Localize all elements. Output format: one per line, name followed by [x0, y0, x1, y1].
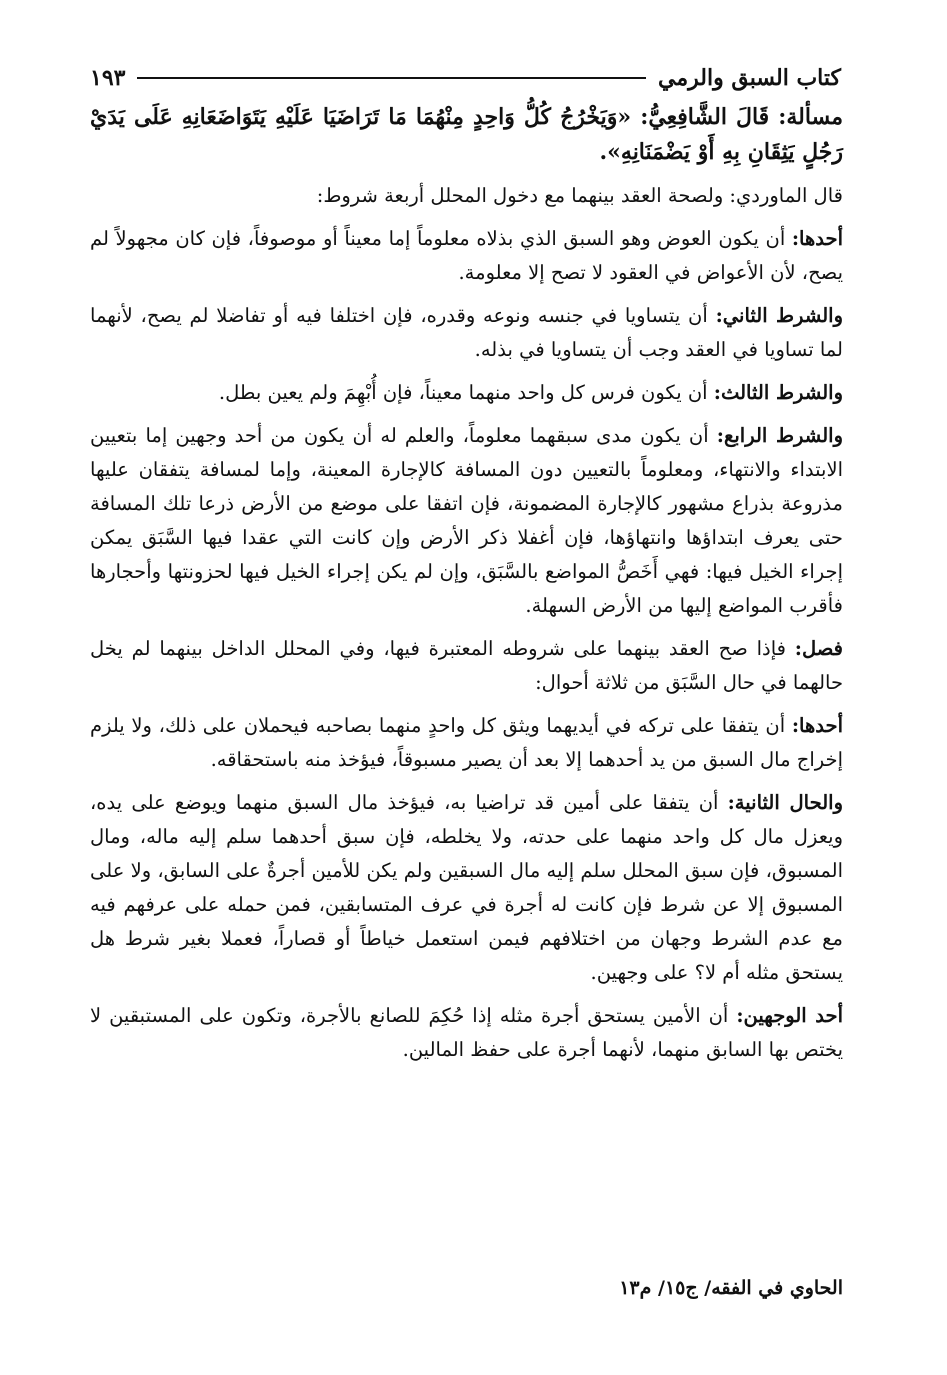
- paragraph-lead: مسألة: قَالَ الشَّافِعِيُّ:: [640, 104, 843, 130]
- paragraph-lead: فصل:: [794, 637, 843, 660]
- paragraph-masala: [90, 100, 843, 170]
- paragraph-text: أن يتفقا على أمين قد تراضيا به، فيؤخذ مال السبق منهما ويوضع على يده، ويعزل مال كل واحد منهما على حدته، ولا يخلطه، فإن سبق أحدهما سلم إليه ماله، ومال المسبوق، فإن سبق المحلل سلم إليه مال السبقين ولم يكن للأمين أجرةٌ على السابق، ولا على المسبوق إلا عن شرط فإن كانت له أجرة في عرف المتسابقين، فمن حمله على عرفهم فيه مع عدم الشرط وجهان من اختلافهم فيمن استعمل خياطاً أو قصاراً، فعملا بغير شرط هل يستحق مثله أم لا؟ على وجهين.: [90, 791, 843, 984]
- paragraph-condition-2: [90, 299, 843, 367]
- paragraph-lead: أحدها:: [791, 714, 843, 737]
- paragraph-first-view: [90, 999, 843, 1067]
- paragraph-text: أن الأمين يستحق أجرة مثله إذا حُكِمَ للصانع بالأجرة، وتكون على المستبقين لا يختص بها السابق منهما، لأنهما أجرة على حفظ المالين.: [90, 1004, 843, 1061]
- paragraph-text: أن يكون مدى سبقهما معلوماً، والعلم له أن يكون من أحد وجهين إما بتعيين الابتداء والانتهاء، ومعلوماً بالتعيين دون المسافة كالإجارة المعينة، وإما لمسافة يتفقان عليها مذروعة بذراع مشهور كالإجارة المضمونة، فإن اتفقا على موضع من الأرض ذرعا تلك المسافة حتى يعرف ابتداؤها وانتهاؤها، فإن أغفلا ذكر الأرض وإن كانت التي عقدا فيها السَّبَق يمكن إجراء الخيل فيها: فهي أَخَصُّ المواضع بالسَّبَق، وإن لم يكن إجراء الخيل فيها لحزونتها وأحجارها فأقرب المواضع إليها من الأرض السهلة.: [90, 424, 844, 617]
- page-number: ١٩٣: [90, 65, 126, 91]
- paragraph-condition-4: [90, 419, 843, 623]
- paragraph-text: قال الماوردي: ولصحة العقد بينهما مع دخول المحلل أربعة شروط:: [316, 184, 843, 207]
- running-header: [90, 58, 841, 98]
- paragraph-text: «وَيَخْرُجُ كُلُّ وَاحِدٍ مِنْهُمَا مَا تَرَاضَيَا عَلَيْهِ يَتَوَاضَعَانِهِ عَلَى يَدَيْ رَجُلٍ يَثِقَانِ بِهِ أَوْ يَضْمَنَانِهِ».: [90, 104, 843, 165]
- paragraph-state-1: [90, 709, 843, 777]
- paragraph-state-2: [90, 786, 843, 990]
- page-footer: الحاوي في الفقه/ ج١٥/ م١٣: [619, 1277, 843, 1299]
- header-rule: [137, 77, 646, 79]
- paragraph-text: أن يكون فرس كل واحد منهما معيناً، فإن أُبْهِمَ ولم يعين بطل.: [218, 381, 714, 404]
- paragraph-text: أن يتفقا على تركه في أيديهما ويثق كل واحدٍ منهما بصاحبه فيحملان على ذلك، ولا يلزم إخراج مال السبق من يد أحدهما إلا بعد أن يصير مسبوقاً، فيؤخذ منه باستحقاقه.: [90, 714, 843, 771]
- paragraph-lead: والشرط الرابع:: [716, 424, 843, 447]
- paragraph-text: أن يكون العوض وهو السبق الذي بذلاه معلوماً إما معيناً أو موصوفاً، فإن كان مجهولاً لم يصح، لأن الأعواض في العقود لا تصح إلا معلومة.: [90, 227, 843, 284]
- paragraph-condition-3: [90, 376, 843, 410]
- paragraph-fasl: [90, 632, 843, 700]
- paragraph-mawardi: [90, 179, 843, 213]
- paragraph-text: فإذا صح العقد بينهما على شروطه المعتبرة فيها، وفي المحلل الداخل بينهما لم يخل حالهما في حال السَّبَق من ثلاثة أحوال:: [90, 637, 843, 694]
- paragraph-lead: والحال الثانية:: [727, 791, 843, 814]
- page-body: [90, 100, 843, 1076]
- paragraph-lead: أحد الوجهين:: [736, 1004, 843, 1027]
- paragraph-lead: والشرط الثاني:: [715, 304, 843, 327]
- paragraph-condition-1: [90, 222, 843, 290]
- paragraph-text: أن يتساويا في جنسه ونوعه وقدره، فإن اختلفا فيه أو تفاضلا لم يصح، لأنهما لما تساويا في العقد وجب أن يتساويا في بذله.: [90, 304, 843, 361]
- paragraph-lead: والشرط الثالث:: [713, 381, 843, 404]
- paragraph-lead: أحدها:: [791, 227, 843, 250]
- book-section-title: كتاب السبق والرمي: [658, 65, 841, 91]
